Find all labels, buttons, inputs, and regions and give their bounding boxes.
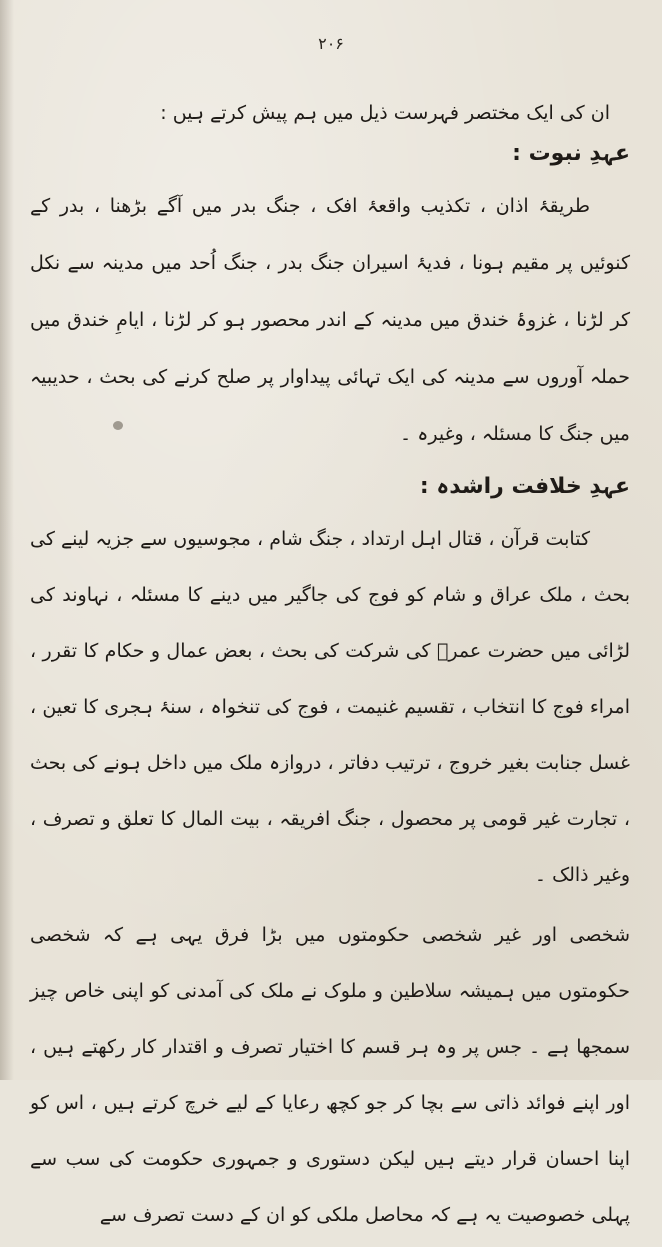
intro-line: ان کی ایک مختصر فہرست ذیل میں ہم پیش کرتے ہیں : xyxy=(160,102,610,124)
section-body-caliphate: کتابت قرآن ، قتال اہل ارتداد ، جنگ شام ، مجوسیوں سے جزیہ لینے کی بحث ، ملک عراق و شام کو فوج کی جاگیر میں دینے کا مسئلہ ، نہاوند کی لڑائی میں حضرت عمرؓ کی شرکت کی بحث ، بعض عمال و حکام کا تقرر ، امراء فوج کا انتخاب ، تقسیم غنیمت ، فوج کی تنخواہ ، سنۂ ہجری کا تعین ، غسل جنابت بغیر خروج ، ترتیب دفاتر ، دروازہ ملک میں داخل ہونے کی بحث ، تجارت غیر قومی پر محصول ، جنگ افریقہ ، بیت المال کا تعلق و تصرف ، وغیر ذالک ۔ xyxy=(30,528,630,886)
page-number: ۲۰۶ xyxy=(318,34,344,53)
section-heading-prophethood: عہدِ نبوت : xyxy=(512,141,630,166)
binding-shadow xyxy=(0,0,14,1080)
section-body-prophethood: طریقۂ اذان ، تکذیب واقعۂ افک ، جنگ بدر میں آگے بڑھنا ، بدر کے کنوئیں پر مقیم ہونا ، فدیۂ اسیران جنگ بدر ، جنگ اُحد میں مدینہ سے نکل کر لڑنا ، غزوۂ خندق میں مدینہ کے اندر محصور ہو کر لڑنا ، ایامِ خندق میں حملہ آوروں سے مدینہ کی ایک تہائی پیداوار پر صلح کرنے کی بحث ، حدیبیہ میں جنگ کا مسئلہ ، وغیرہ ۔ xyxy=(30,195,630,445)
paper-spot xyxy=(113,421,123,430)
page-text xyxy=(30,90,630,1247)
section-heading-caliphate: عہدِ خلافت راشدہ : xyxy=(419,474,630,499)
closing-paragraph: شخصی اور غیر شخصی حکومتوں میں بڑا فرق یہی ہے کہ شخصی حکومتوں میں ہمیشہ سلاطین و ملوک نے ملک کی آمدنی کو اپنی خاص چیز سمجھا ہے ۔ جس پر وہ ہر قسم کا اختیار تصرف و اقتدار کار رکھتے ہیں ، اور اپنے فوائد ذاتی سے بچا کر جو کچھ رعایا کے لیے خرچ کرتے ہیں ، اس کو اپنا احسان قرار دیتے ہیں لیکن دستوری و جمہوری حکومت کی سب سے پہلی خصوصیت یہ ہے کہ محاصل ملکی کو ان کے دست تصرف سے xyxy=(30,924,630,1226)
